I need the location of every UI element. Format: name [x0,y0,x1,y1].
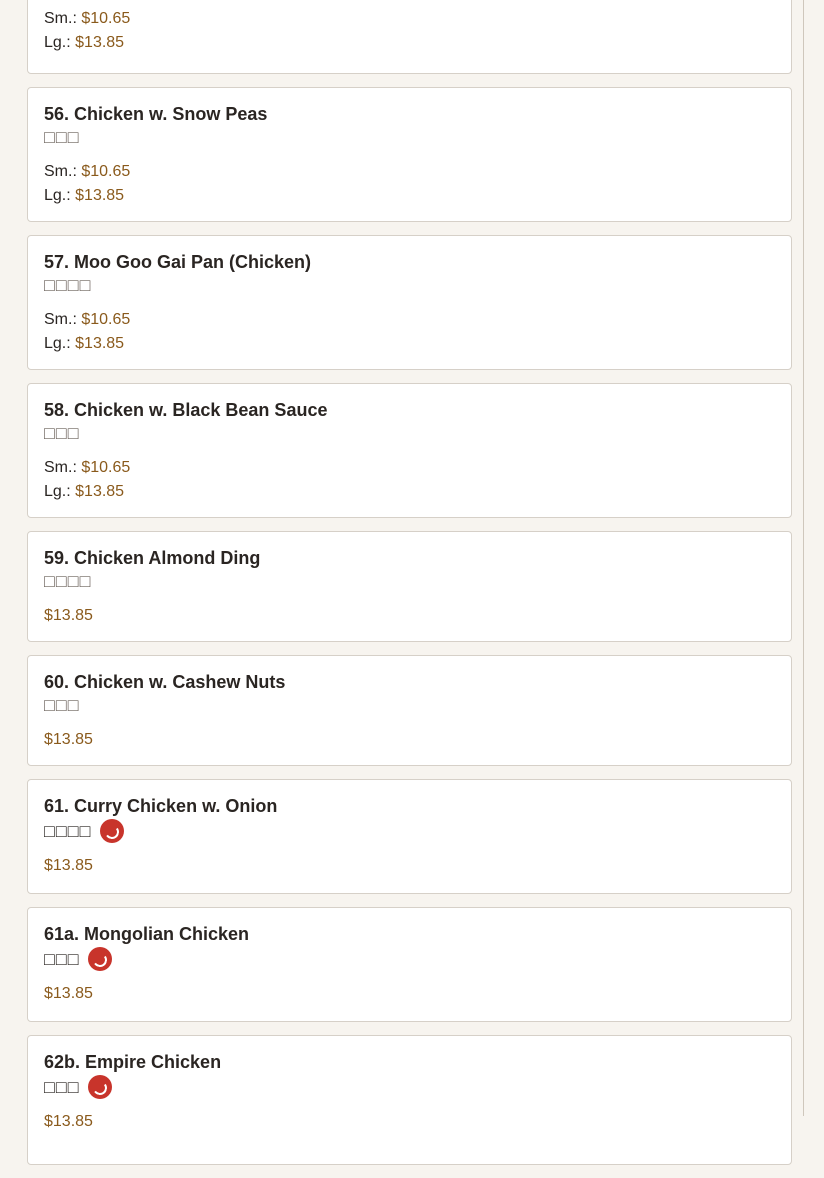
spicy-pepper-icon [100,819,124,843]
large-price: $13.85 [75,34,125,51]
price-block [44,728,775,752]
small-price: $10.65 [81,311,131,328]
item-chinese-name: □□□ [44,1077,80,1097]
large-label: Lg.: [44,335,71,352]
large-price: $13.85 [75,187,125,204]
item-chinese-name-row [44,818,775,844]
menu-item-card[interactable] [27,383,792,518]
menu-item-card[interactable] [27,0,792,74]
large-label: Lg.: [44,34,71,51]
item-name: 61a. Mongolian Chicken [44,924,250,944]
page-edge-divider [803,0,804,1116]
small-price: $10.65 [81,163,131,180]
item-price: $13.85 [44,607,93,624]
item-name: 61. Curry Chicken w. Onion [44,796,278,816]
menu-item-card[interactable] [27,907,792,1022]
small-label: Sm.: [44,10,77,27]
large-price: $13.85 [75,335,125,352]
item-chinese-name: □□□ [44,127,80,147]
price-block [44,604,775,628]
item-price: $13.85 [44,1113,93,1130]
small-price: $10.65 [81,10,131,27]
spicy-pepper-icon [88,1075,112,1099]
item-chinese-name: □□□□ [44,821,92,841]
small-label: Sm.: [44,459,77,476]
menu-item-card[interactable] [27,87,792,222]
item-chinese-name: □□□ [44,423,80,443]
small-price-row [44,160,775,184]
large-price-row [44,332,775,356]
item-name: 62b. Empire Chicken [44,1052,222,1072]
item-price: $13.85 [44,731,93,748]
menu-item-card[interactable] [27,531,792,642]
item-chinese-name: □□□□ [44,275,92,295]
price-block [44,1110,775,1134]
small-price: $10.65 [81,459,131,476]
price-block [44,854,775,878]
item-name: 57. Moo Goo Gai Pan (Chicken) [44,252,312,272]
item-chinese-name: □□□ [44,949,80,969]
price-block [44,982,775,1006]
large-price: $13.85 [75,483,125,500]
item-price: $13.85 [44,985,93,1002]
price-block [44,160,775,208]
price-block [44,456,775,504]
menu-item-card[interactable] [27,235,792,370]
item-chinese-name: □□□ [44,695,80,715]
spicy-pepper-icon [88,947,112,971]
small-price-row [44,308,775,332]
menu-item-card[interactable] [27,1035,792,1165]
large-price-row [44,31,775,55]
large-label: Lg.: [44,483,71,500]
item-chinese-name-row [44,946,775,972]
small-label: Sm.: [44,311,77,328]
large-label: Lg.: [44,187,71,204]
price-block [44,308,775,356]
small-price-row [44,456,775,480]
small-label: Sm.: [44,163,77,180]
small-price-row [44,7,775,31]
item-name: 56. Chicken w. Snow Peas [44,104,268,124]
menu-item-card[interactable] [27,655,792,766]
item-chinese-name-row [44,1074,775,1100]
large-price-row [44,184,775,208]
menu-item-list [27,0,792,1178]
item-price: $13.85 [44,857,93,874]
item-name: 58. Chicken w. Black Bean Sauce [44,400,328,420]
large-price-row [44,480,775,504]
menu-item-card[interactable] [27,779,792,894]
item-name: 59. Chicken Almond Ding [44,548,261,568]
item-chinese-name: □□□□ [44,571,92,591]
price-block [44,7,775,55]
item-name: 60. Chicken w. Cashew Nuts [44,672,286,692]
